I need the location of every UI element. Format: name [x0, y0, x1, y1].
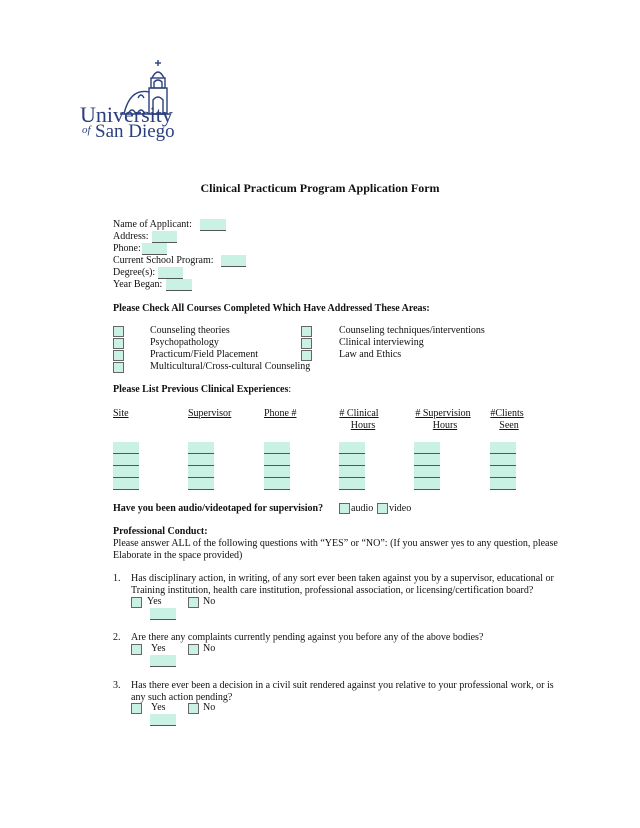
- table-cell-field[interactable]: [414, 478, 440, 490]
- table-cell-field[interactable]: [188, 478, 214, 490]
- table-cell-field[interactable]: [339, 466, 365, 478]
- column-header: #Clients: [490, 408, 524, 419]
- course-checkbox[interactable]: [113, 362, 124, 373]
- yes-checkbox[interactable]: [131, 597, 142, 608]
- question-number: 2.: [113, 632, 121, 643]
- yes-checkbox[interactable]: [131, 703, 142, 714]
- course-checkbox[interactable]: [113, 326, 124, 337]
- table-cell-field[interactable]: [113, 466, 139, 478]
- course-label: Law and Ethics: [339, 349, 402, 360]
- no-label: No: [203, 702, 216, 713]
- page-title: Clinical Practicum Program Application Form: [200, 181, 440, 195]
- table-cell-field[interactable]: [339, 454, 365, 466]
- course-label: Multicultural/Cross-cultural Counseling: [150, 361, 311, 372]
- table-cell-field[interactable]: [414, 454, 440, 466]
- elaborate-field[interactable]: [150, 608, 176, 620]
- degrees-label: Degree(s):: [113, 267, 156, 278]
- conduct-intro-line1: Please answer ALL of the following questions with “YES” or “NO”: (If you answer yes to any question, please: [113, 538, 558, 549]
- table-cell-field[interactable]: [490, 454, 516, 466]
- course-checkbox[interactable]: [113, 338, 124, 349]
- elaborate-field[interactable]: [150, 714, 176, 726]
- course-label: Practicum/Field Placement: [150, 349, 259, 360]
- question-number: 1.: [113, 573, 121, 584]
- no-checkbox[interactable]: [188, 597, 199, 608]
- course-label: Clinical interviewing: [339, 337, 424, 348]
- question-text: Are there any complaints currently pending against you before any of the above bodies?: [131, 632, 484, 643]
- program-field[interactable]: [221, 255, 246, 267]
- program-label: Current School Program:: [113, 255, 214, 266]
- table-cell-field[interactable]: [414, 466, 440, 478]
- table-cell-field[interactable]: [188, 454, 214, 466]
- course-label: Psychopathology: [150, 337, 219, 348]
- audio-question: Have you been audio/videotaped for supervision?: [113, 503, 324, 514]
- column-header: # Clinical: [339, 408, 379, 419]
- name-label: Name of Applicant:: [113, 219, 192, 230]
- elaborate-field[interactable]: [150, 655, 176, 667]
- question-text-cont: any such action pending?: [131, 692, 233, 703]
- table-cell-field[interactable]: [113, 442, 139, 454]
- table-cell-field[interactable]: [264, 454, 290, 466]
- column-header: Seen: [499, 420, 519, 431]
- conduct-heading: Professional Conduct:: [113, 526, 208, 537]
- conduct-intro-line2: Elaborate in the space provided): [113, 550, 243, 561]
- table-cell-field[interactable]: [339, 478, 365, 490]
- phone-field[interactable]: [142, 243, 167, 255]
- course-checkbox[interactable]: [301, 326, 312, 337]
- phone-label: Phone:: [113, 243, 141, 254]
- no-label: No: [203, 596, 216, 607]
- experience-heading-text: Please List Previous Clinical Experiences: [113, 384, 289, 395]
- course-checkbox[interactable]: [301, 350, 312, 361]
- course-checkbox[interactable]: [113, 350, 124, 361]
- table-cell-field[interactable]: [188, 466, 214, 478]
- question-text: Has disciplinary action, in writing, of any sort ever been taken against you by a supervisor, educational or: [131, 573, 554, 584]
- video-label: video: [389, 503, 412, 514]
- column-header: Hours: [432, 420, 458, 431]
- question-number: 3.: [113, 680, 121, 691]
- year-label: Year Began:: [113, 279, 163, 290]
- table-cell-field[interactable]: [490, 466, 516, 478]
- course-label: Counseling theories: [150, 325, 230, 336]
- question-text: Has there ever been a decision in a civil suit rendered against you relative to your professional work, or is: [131, 680, 554, 691]
- yes-label: Yes: [151, 702, 166, 713]
- question-text-cont: Training institution, health care institution, professional association, or licensing/certification board?: [131, 585, 534, 596]
- column-header: Phone #: [264, 408, 297, 419]
- address-label: Address:: [113, 231, 149, 242]
- column-header: Site: [113, 408, 129, 419]
- no-label: No: [203, 643, 216, 654]
- year-field[interactable]: [166, 279, 192, 291]
- audio-checkbox[interactable]: [339, 503, 350, 514]
- column-header: Supervisor: [188, 408, 232, 419]
- degrees-field[interactable]: [158, 267, 183, 279]
- table-cell-field[interactable]: [113, 478, 139, 490]
- courses-heading: Please Check All Courses Completed Which Have Addressed These Areas:: [113, 303, 430, 314]
- column-header: # Supervision: [415, 408, 471, 419]
- table-cell-field[interactable]: [490, 442, 516, 454]
- no-checkbox[interactable]: [188, 644, 199, 655]
- table-cell-field[interactable]: [339, 442, 365, 454]
- course-label: Counseling techniques/interventions: [339, 325, 485, 336]
- logo-university-text: University: [80, 102, 173, 127]
- audio-label: audio: [351, 503, 374, 514]
- table-cell-field[interactable]: [113, 454, 139, 466]
- table-cell-field[interactable]: [490, 478, 516, 490]
- name-field[interactable]: [200, 219, 226, 231]
- table-cell-field[interactable]: [264, 478, 290, 490]
- no-checkbox[interactable]: [188, 703, 199, 714]
- table-cell-field[interactable]: [264, 442, 290, 454]
- yes-label: Yes: [147, 596, 162, 607]
- video-checkbox[interactable]: [377, 503, 388, 514]
- experience-heading: [113, 384, 291, 395]
- table-cell-field[interactable]: [414, 442, 440, 454]
- logo-of-text: of: [82, 124, 91, 136]
- column-header: Hours: [350, 420, 376, 431]
- address-field[interactable]: [152, 231, 177, 243]
- yes-checkbox[interactable]: [131, 644, 142, 655]
- table-cell-field[interactable]: [264, 466, 290, 478]
- logo-san-diego-text: San Diego: [95, 121, 175, 142]
- table-cell-field[interactable]: [188, 442, 214, 454]
- experience-heading-colon: :: [288, 384, 292, 395]
- course-checkbox[interactable]: [301, 338, 312, 349]
- yes-label: Yes: [151, 643, 166, 654]
- university-logo: [80, 58, 180, 148]
